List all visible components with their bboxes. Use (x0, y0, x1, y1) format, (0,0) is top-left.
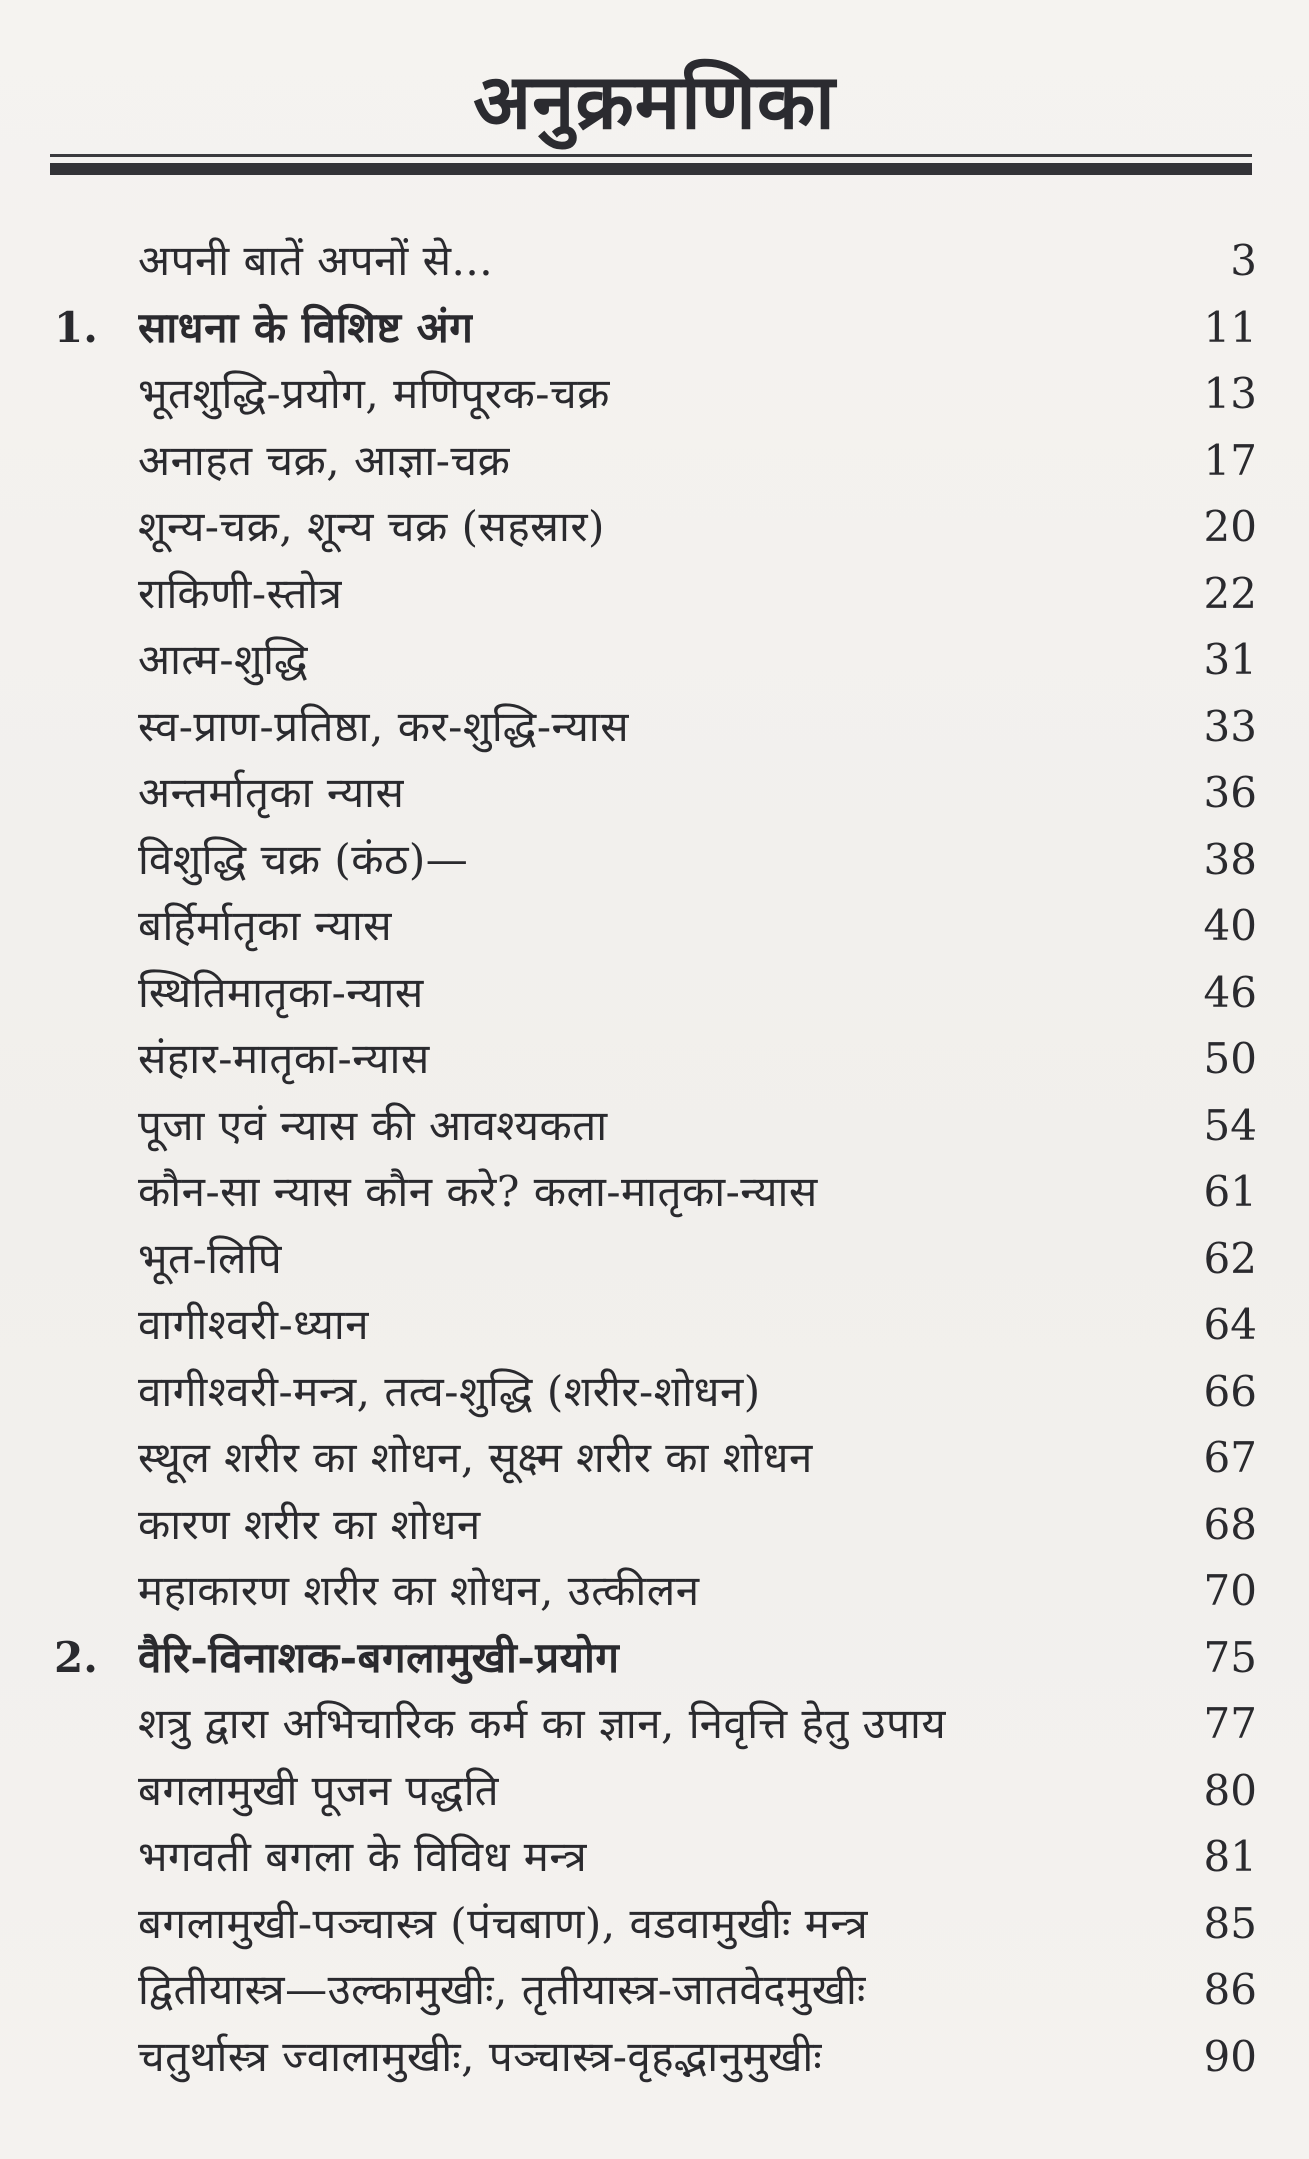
toc-page-number: 50 (1203, 1034, 1257, 1083)
toc-row (0, 1093, 1309, 1160)
toc-row (0, 827, 1309, 894)
toc-page-number: 67 (1203, 1433, 1257, 1482)
title-rule-thick (50, 163, 1252, 175)
toc-page-number: 64 (1203, 1300, 1257, 1349)
toc-row (0, 428, 1309, 495)
toc-row (0, 1226, 1309, 1293)
toc-page-number: 61 (1203, 1167, 1257, 1216)
toc-entry-title: वागीश्वरी-ध्यान (138, 1300, 370, 1349)
toc-entry-title: वैरि-विनाशक-बगलामुखी-प्रयोग (138, 1632, 620, 1682)
toc-row (0, 1558, 1309, 1625)
toc-row (0, 760, 1309, 827)
toc-entry-title: बगलामुखी पूजन पद्धति (138, 1765, 500, 1815)
toc-entry-title: पूजा एवं न्यास की आवश्यकता (138, 1100, 608, 1150)
page-title: अनुक्रमणिका (473, 57, 836, 146)
toc-page-number: 54 (1203, 1100, 1257, 1150)
toc-entry-title: भगवती बगला के विविध मन्त्र (138, 1832, 588, 1881)
toc-page-number: 68 (1203, 1499, 1257, 1549)
toc-row (0, 1891, 1309, 1958)
toc-row (0, 1425, 1309, 1492)
toc-entry-title: आत्म-शुद्धि (138, 635, 309, 684)
toc-entry-title: शून्य-चक्र, शून्य चक्र (सहस्रार) (138, 502, 605, 551)
toc-entry-title: शत्रु द्वारा अभिचारिक कर्म का ज्ञान, निवृत्ति हेतु उपाय (138, 1699, 947, 1748)
toc-chapter-row (0, 295, 1309, 362)
toc-row (0, 960, 1309, 1027)
toc-row (0, 228, 1309, 295)
toc-entry-title: वागीश्वरी-मन्त्र, तत्व-शुद्धि (शरीर-शोधन) (138, 1366, 761, 1416)
toc-row (0, 893, 1309, 960)
toc-entry-title: राकिणी-स्तोत्र (138, 568, 343, 618)
toc-page-number: 90 (1203, 2031, 1257, 2081)
toc-page-number: 20 (1203, 502, 1257, 551)
toc-row (0, 361, 1309, 428)
toc-row (0, 1957, 1309, 2024)
toc-entry-title: साधना के विशिष्ट अंग (138, 302, 474, 352)
toc-row (0, 1026, 1309, 1093)
toc-row (0, 1292, 1309, 1359)
toc-row (0, 1691, 1309, 1758)
toc-entry-title: स्व-प्राण-प्रतिष्ठा, कर-शुद्धि-न्यास (138, 701, 630, 751)
toc-page-number: 11 (1203, 302, 1257, 352)
toc-entry-title: द्वितीयास्त्र—उल्कामुखीः, तृतीयास्त्र-जातवेदमुखीः (138, 1965, 866, 2014)
toc-entry-title: भूत-लिपि (138, 1233, 283, 1283)
toc-page-number: 22 (1203, 568, 1257, 618)
toc-row (0, 1758, 1309, 1825)
toc-row (0, 1359, 1309, 1426)
toc-entry-title: चतुर्थास्त्र ज्वालामुखीः, पञ्चास्त्र-वृहद्भानुमुखीः (138, 2031, 823, 2081)
toc-entry-title: कौन-सा न्यास कौन करे? कला-मातृका-न्यास (138, 1167, 818, 1216)
toc-entry-title: कारण शरीर का शोधन (138, 1499, 481, 1549)
toc-entry-title: अन्तर्मातृका न्यास (138, 768, 405, 817)
toc-page-number: 36 (1203, 768, 1257, 817)
toc-entry-title: विशुद्धि चक्र (कंठ)— (138, 834, 469, 884)
toc-entry-title: बर्हिर्मातृका न्यास (138, 901, 393, 950)
toc-entry-title: स्थितिमातृका-न्यास (138, 967, 424, 1017)
title-rule-thin (50, 154, 1252, 157)
toc-entry-title: अपनी बातें अपनों से... (138, 236, 494, 285)
toc-row (0, 1159, 1309, 1226)
toc-page-number: 81 (1203, 1832, 1257, 1881)
toc-page-number: 70 (1203, 1566, 1257, 1615)
toc-page-number: 17 (1203, 435, 1257, 485)
toc-chapter-number: 2. (54, 1632, 98, 1682)
toc-page-number: 80 (1203, 1765, 1257, 1815)
toc-entry-title: बगलामुखी-पञ्चास्त्र (पंचबाण), वडवामुखीः मन्त्र (138, 1898, 869, 1948)
toc-row (0, 561, 1309, 628)
toc-row (0, 2024, 1309, 2091)
toc-entry-title: स्थूल शरीर का शोधन, सूक्ष्म शरीर का शोधन (138, 1433, 813, 1482)
toc-page-number: 62 (1203, 1233, 1257, 1283)
toc-entry-title: महाकारण शरीर का शोधन, उत्कीलन (138, 1566, 700, 1615)
toc-row (0, 494, 1309, 561)
toc-page-number: 66 (1203, 1366, 1257, 1416)
toc-entry-title: संहार-मातृका-न्यास (138, 1034, 430, 1083)
toc-page-number: 31 (1203, 635, 1257, 684)
toc-row (0, 1824, 1309, 1891)
toc-page-number: 46 (1203, 967, 1257, 1017)
toc-page-number: 75 (1203, 1632, 1257, 1682)
toc-page-number: 77 (1203, 1699, 1257, 1748)
toc-chapter-number: 1. (54, 302, 98, 352)
toc-page-number: 86 (1203, 1965, 1257, 2014)
toc-row (0, 694, 1309, 761)
table-of-contents (0, 228, 1309, 2090)
toc-page-number: 38 (1203, 834, 1257, 884)
toc-page-number: 3 (1230, 236, 1257, 285)
toc-page-number: 33 (1203, 701, 1257, 751)
toc-entry-title: अनाहत चक्र, आज्ञा-चक्र (138, 435, 511, 485)
toc-page-number: 13 (1203, 369, 1257, 418)
toc-row (0, 627, 1309, 694)
toc-page-number: 85 (1203, 1898, 1257, 1948)
toc-chapter-row (0, 1625, 1309, 1692)
toc-row (0, 1492, 1309, 1559)
toc-entry-title: भूतशुद्धि-प्रयोग, मणिपूरक-चक्र (138, 369, 610, 418)
toc-page-number: 40 (1203, 901, 1257, 950)
